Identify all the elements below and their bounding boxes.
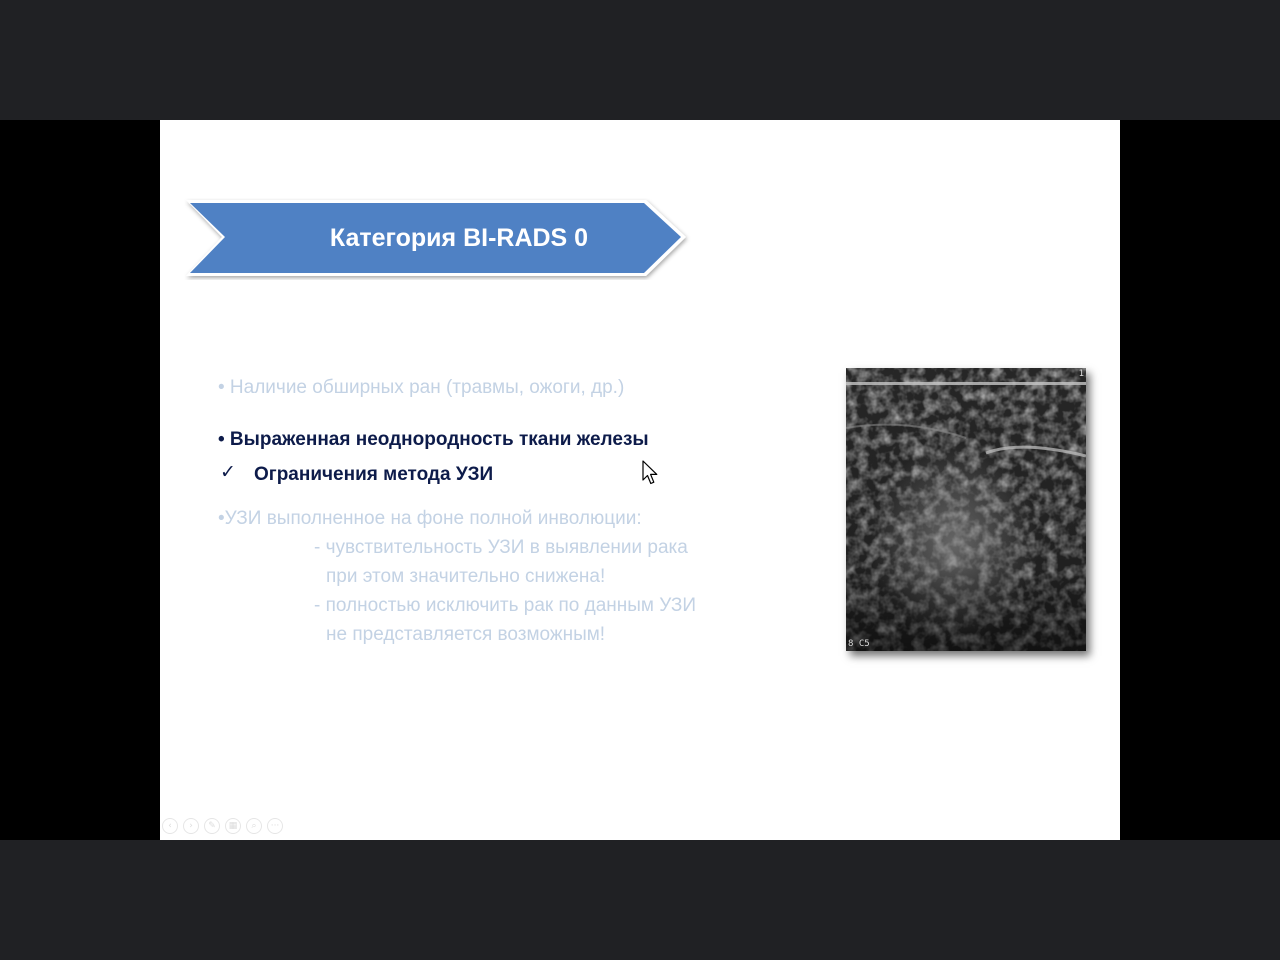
mouse-cursor-icon [642,460,660,491]
sub-bullet-exclude-cancer: - полностью исключить рак по данным УЗИ [314,595,697,616]
check-icon: ✓ [220,462,236,483]
slideshow-controls [162,818,283,834]
sub-bullet-exclude-cancer-cont: не представляется возможным! [326,624,606,645]
previous-slide-button[interactable]: ‹ [162,818,178,834]
pen-tool-button[interactable]: ✎ [204,818,220,834]
see-all-slides-button[interactable]: ▦ [225,818,241,834]
bottom-letterbox-bar [0,840,1280,960]
presentation-slide [160,120,1120,840]
zoom-button[interactable]: ⌕ [246,818,262,834]
title-banner [184,198,692,280]
ultrasound-image [846,368,1086,651]
slide-title: Категория BI-RADS 0 [329,224,589,252]
bullet-tissue-heterogeneity: • Выраженная неоднородность ткани железы [218,429,649,450]
bullet-involution: •УЗИ выполненное на фоне полной инволюции: [218,508,642,529]
bullet-extensive-wounds: • Наличие обширных ран (травмы, ожоги, др.) [218,377,625,398]
bullet-ultrasound-limitations: Ограничения метода УЗИ [254,464,494,485]
sub-bullet-sensitivity: - чувствительность УЗИ в выявлении рака [314,537,688,558]
top-letterbox-bar [0,0,1280,120]
ultrasound-probe-label: 8 C5 [848,639,870,649]
sub-bullet-sensitivity-cont: при этом значительно снижена! [326,566,606,587]
ultrasound-depth-label: 1 [1078,369,1084,379]
more-options-button[interactable]: ··· [267,818,283,834]
next-slide-button[interactable]: › [183,818,199,834]
